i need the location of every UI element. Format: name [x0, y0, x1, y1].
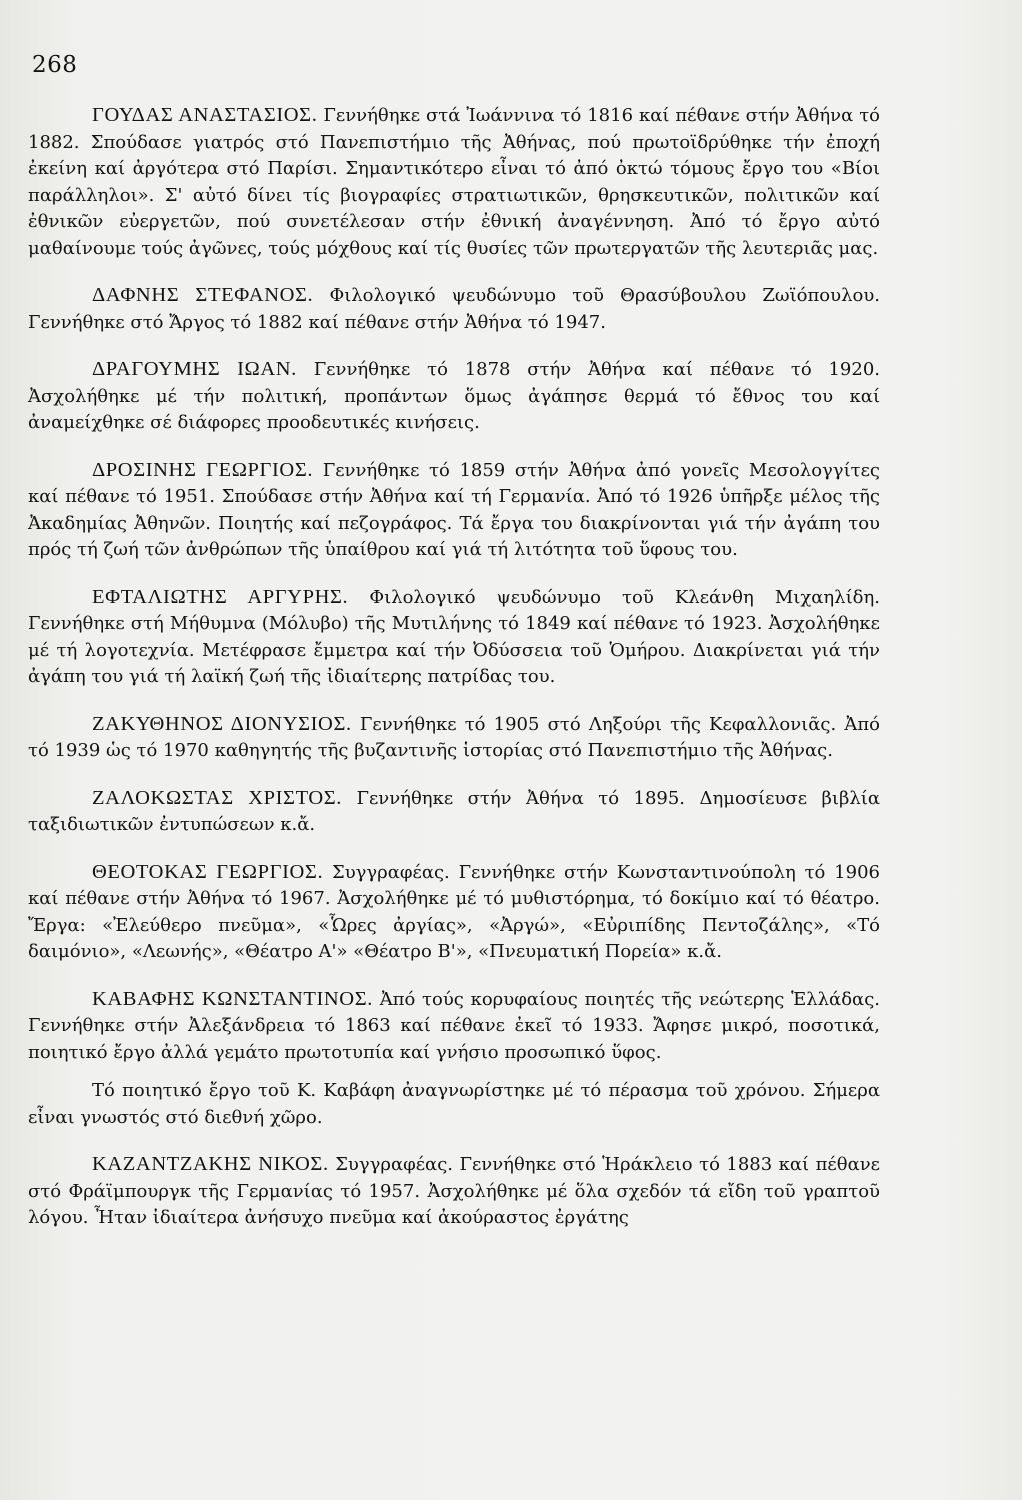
biography-entries	[28, 102, 880, 1252]
entry-text: Γεννήθηκε στά Ἰωάννινα τό 1816 καί πέθανε στήν Ἀθήνα τό 1882. Σπούδασε γιατρός στό Πανεπιστήμιο τῆς Ἀθήνας, πού πρωτοϊδρύθηκε τήν ἐποχή ἐκείνη καί ἀργότερα στό Παρίσι. Σημαντικότερο εἶναι τό ἀπό ὀκτώ τόμους ἔργο του «Βίοι παράλληλοι». Σ' αὐτό δίνει τίς βιογραφίες στρατιωτικῶν, θρησκευτικῶν, πολιτικῶν καί ἐθνικῶν εὐεργετῶν, πού συνετέλεσαν στήν ἐθνική ἀναγέννηση. Ἀπό τό ἔργο αὐτό μαθαίνουμε τούς ἀγῶνες, τούς μόχθους καί τίς θυσίες τῶν πρωτεργατῶν τῆς λευτεριᾶς μας.	[28, 105, 880, 259]
entry-dafnis	[28, 282, 880, 336]
entry-heading: ΚΑΒΑΦΗΣ ΚΩΝΣΤΑΝΤΙΝΟΣ.	[92, 987, 373, 1010]
entry-dragoumis	[28, 356, 880, 437]
entry-heading: ΚΑΖΑΝΤΖΑΚΗΣ ΝΙΚΟΣ.	[92, 1153, 329, 1175]
entry-paragraph	[28, 1078, 880, 1131]
entry-text: Φιλολογικό ψευδώνυμο τοῦ Κλεάνθη Μιχαηλίδη. Γεννήθηκε στή Μήθυμνα (Μόλυβο) τῆς Μυτιλήνης τό 1849 καί πέθανε τό 1923. Ἀσχολήθηκε μέ τή λογοτεχνία. Μετέφρασε ἔμμετρα καί τήν Ὀδύσσεια τοῦ Ὁμήρου. Διακρίνεται γιά τήν ἀγάπη του γιά τή λαϊκή ζωή τῆς ἰδιαίτερης πατρίδας του.	[28, 586, 880, 687]
entry-text: Ἀπό τούς κορυφαίους ποιητές τῆς νεώτερης Ἑλλάδας. Γεννήθηκε στήν Ἀλεξάνδρεια τό 1863 καί πέθανε ἐκεῖ τό 1933. Ἄφησε μικρό, ποσοτικά, ποιητικό ἔργο ἀλλά γεμάτο πρωτοτυπία καί γνήσιο προσωπικό ὕφος.	[28, 988, 880, 1063]
entry-heading: ΔΡΑΓΟΥΜΗΣ ΙΩΑΝ.	[92, 358, 297, 380]
entry-paragraph	[28, 102, 880, 262]
entry-paragraph	[28, 282, 880, 336]
entry-text: Συγγραφέας. Γεννήθηκε στό Ἡράκλειο τό 1883 καί πέθανε στό Φράϊμπουργκ τῆς Γερμανίας τό 1957. Ἀσχολήθηκε μέ ὅλα σχεδόν τά εἴδη τοῦ γραπτοῦ λόγου. Ἦταν ἰδιαίτερα ἀνήσυχο πνεῦμα καί ἀκούραστος ἐργάτης	[28, 1154, 881, 1228]
entry-heading: ΔΡΟΣΙΝΗΣ ΓΕΩΡΓΙΟΣ.	[92, 458, 314, 481]
entry-text: Φιλολογικό ψευδώνυμο τοῦ Θρασύβουλου Ζωϊόπουλου. Γεννήθηκε στό Ἄργος τό 1882 καί πέθανε στήν Ἀθήνα τό 1947.	[28, 285, 880, 333]
entry-heading: ΖΑΛΟΚΩΣΤΑΣ ΧΡΙΣΤΟΣ.	[92, 786, 342, 809]
entry-zakythinos	[28, 711, 880, 765]
entry-text: Συγγραφέας. Γεννήθηκε στήν Κωνσταντινούπολη τό 1906 καί πέθανε στήν Ἀθήνα τό 1967. Ἀσχολήθηκε μέ τό μυθιστόρημα, τό δοκίμιο καί τό θέατρο. Ἔργα: «Ἐλεύθερο πνεῦμα», «Ὧρες ἀργίας», «Ἀργώ», «Εὐριπίδης Πεντοζάλης», «Τό δαιμόνιο», «Λεωνής», «Θέατρο Α'» «Θέατρο Β'», «Πνευματική Πορεία» κ.ἄ.	[28, 861, 880, 962]
entry-drosinis	[28, 457, 880, 564]
entry-text: Γεννήθηκε τό 1859 στήν Ἀθήνα ἀπό γονεῖς Μεσολογγίτες καί πέθανε τό 1951. Σπούδασε στήν Ἀθήνα καί τή Γερμανία. Ἀπό τό 1926 ὑπῆρξε μέλος τῆς Ἀκαδημίας Ἀθηνῶν. Ποιητής καί πεζογράφος. Τά ἔργα του διακρίνονται γιά τήν ἀγάπη του πρός τή ζωή τῶν ἀνθρώπων τῆς ὑπαίθρου καί γιά τή λιτότητα τοῦ ὕφους του.	[28, 459, 880, 560]
entry-paragraph	[28, 785, 880, 839]
entry-text: Γεννήθηκε στήν Ἀθήνα τό 1895. Δημοσίευσε βιβλία ταξιδιωτικῶν ἐντυπώσεων κ.ἄ.	[28, 787, 880, 835]
entry-paragraph	[28, 356, 880, 437]
entry-heading: ΖΑΚΥΘΗΝΟΣ ΔΙΟΝΥΣΙΟΣ.	[92, 712, 352, 735]
entry-paragraph	[28, 457, 880, 564]
entry-kavafis	[28, 986, 880, 1132]
entry-kazantzakis	[28, 1151, 880, 1232]
entry-zalokostas	[28, 785, 880, 839]
entry-paragraph	[28, 584, 880, 691]
entry-heading: ΓΟΥΔΑΣ ΑΝΑΣΤΑΣΙΟΣ.	[92, 104, 318, 126]
entry-paragraph	[28, 986, 880, 1067]
entry-heading: ΘΕΟΤΟΚΑΣ ΓΕΩΡΓΙΟΣ.	[92, 860, 324, 883]
entry-theotokas	[28, 859, 880, 966]
entry-heading: ΕΦΤΑΛΙΩΤΗΣ ΑΡΓΥΡΗΣ.	[92, 585, 349, 608]
entry-paragraph	[28, 859, 880, 966]
entry-paragraph	[28, 711, 880, 765]
entry-paragraph	[28, 1151, 880, 1232]
entry-text: Τό ποιητικό ἔργο τοῦ Κ. Καβάφη ἀναγνωρίστηκε μέ τό πέρασμα τοῦ χρόνου. Σήμερα εἶναι γνωστός στό διεθνή χῶρο.	[28, 1080, 880, 1128]
entry-heading: ΔΑΦΝΗΣ ΣΤΕΦΑΝΟΣ.	[92, 284, 314, 306]
entry-text: Γεννήθηκε τό 1878 στήν Ἀθήνα καί πέθανε τό 1920. Ἀσχολήθηκε μέ τήν πολιτική, προπάντων ὅμως ἀγάπησε θερμά τό ἔθνος του καί ἀναμείχθηκε σέ διάφορες προοδευτικές κινήσεις.	[28, 359, 880, 433]
entry-eftaliotis	[28, 584, 880, 691]
entry-goudas	[28, 102, 880, 262]
page-number: 268	[32, 52, 78, 78]
entry-text: Γεννήθηκε τό 1905 στό Ληξούρι τῆς Κεφαλλονιᾶς. Ἀπό τό 1939 ὡς τό 1970 καθηγητής τῆς βυζαντινῆς ἱστορίας στό Πανεπιστήμιο τῆς Ἀθήνας.	[28, 713, 880, 761]
